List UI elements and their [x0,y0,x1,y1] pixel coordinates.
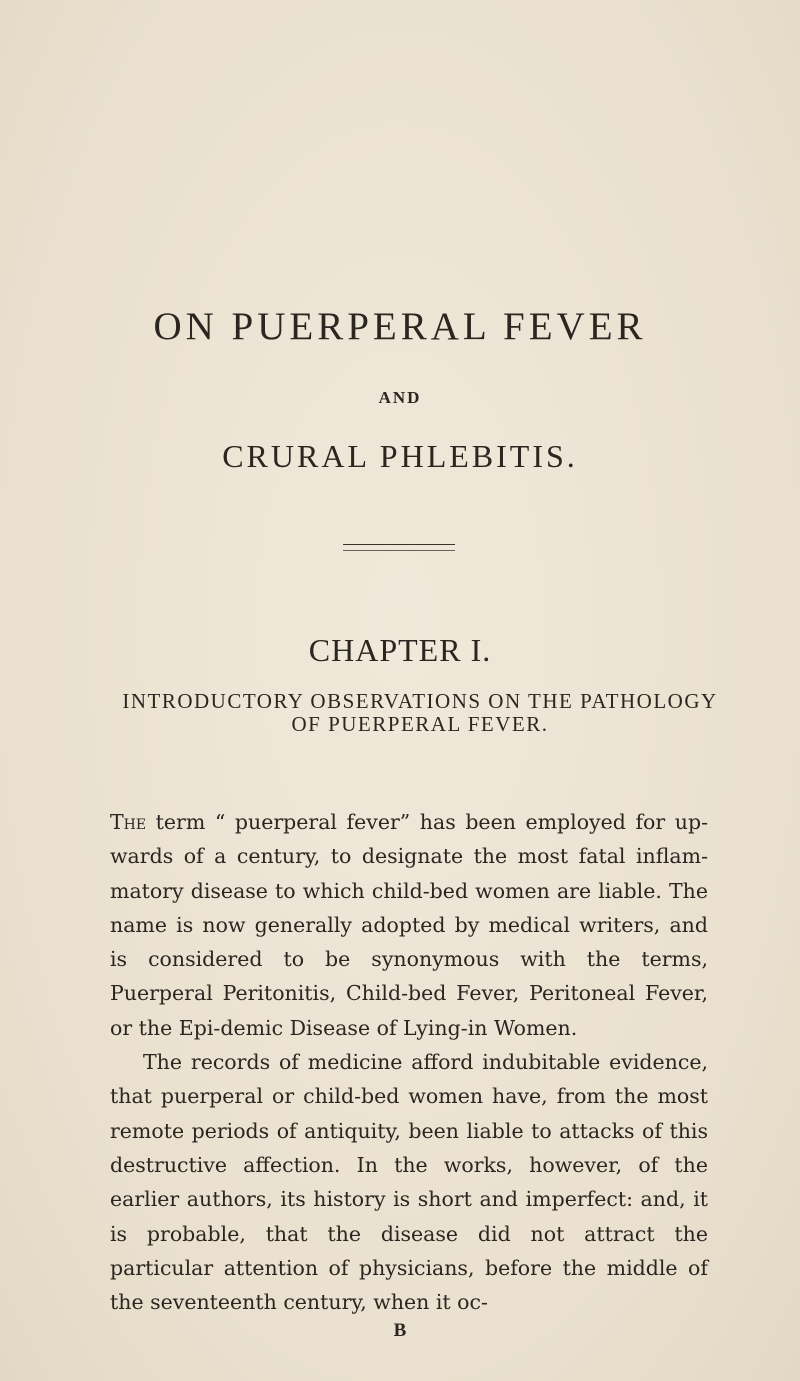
signature-mark: B [393,1320,407,1341]
body-text [110,805,708,1319]
chapter-heading: INTRODUCTORY OBSERVATIONS ON THE PATHOLOGY OF PUERPERAL FEVER. [122,689,718,736]
paragraph-1-text: term “ puerperal fever” has been employed for up-wards of a century, to designate the most fatal inflam-matory disease to which child-bed women are liable. The name is now generally adopted by medical writers, and is considered to be synonymous with the terms, Puerperal Peritonitis, Child-bed Fever, Peritoneal Fever, or the Epi-demic Disease of Lying-in Women. [110,810,708,1040]
chapter-label: CHAPTER I. [308,632,492,668]
book-subtitle: CRURAL PHLEBITIS. [222,438,578,474]
paragraph-2: The records of medicine afford indubitable evidence, that puerperal or child-bed women have, from the most remote periods of antiquity, been liable to attacks of this destructive affection. In the works, however, of the earlier authors, its history is short and imperfect: and, it is probable, that the disease did not attract the particular attention of physicians, before the middle of the seventeenth century, when it oc- [110,1050,708,1315]
paragraph-1 [110,805,708,1045]
title-conjunction: AND [378,388,422,407]
book-title: ON PUERPERAL FEVER [153,305,647,348]
paragraph-1-lead-word: The [110,810,147,834]
title-divider-rule [343,544,455,551]
